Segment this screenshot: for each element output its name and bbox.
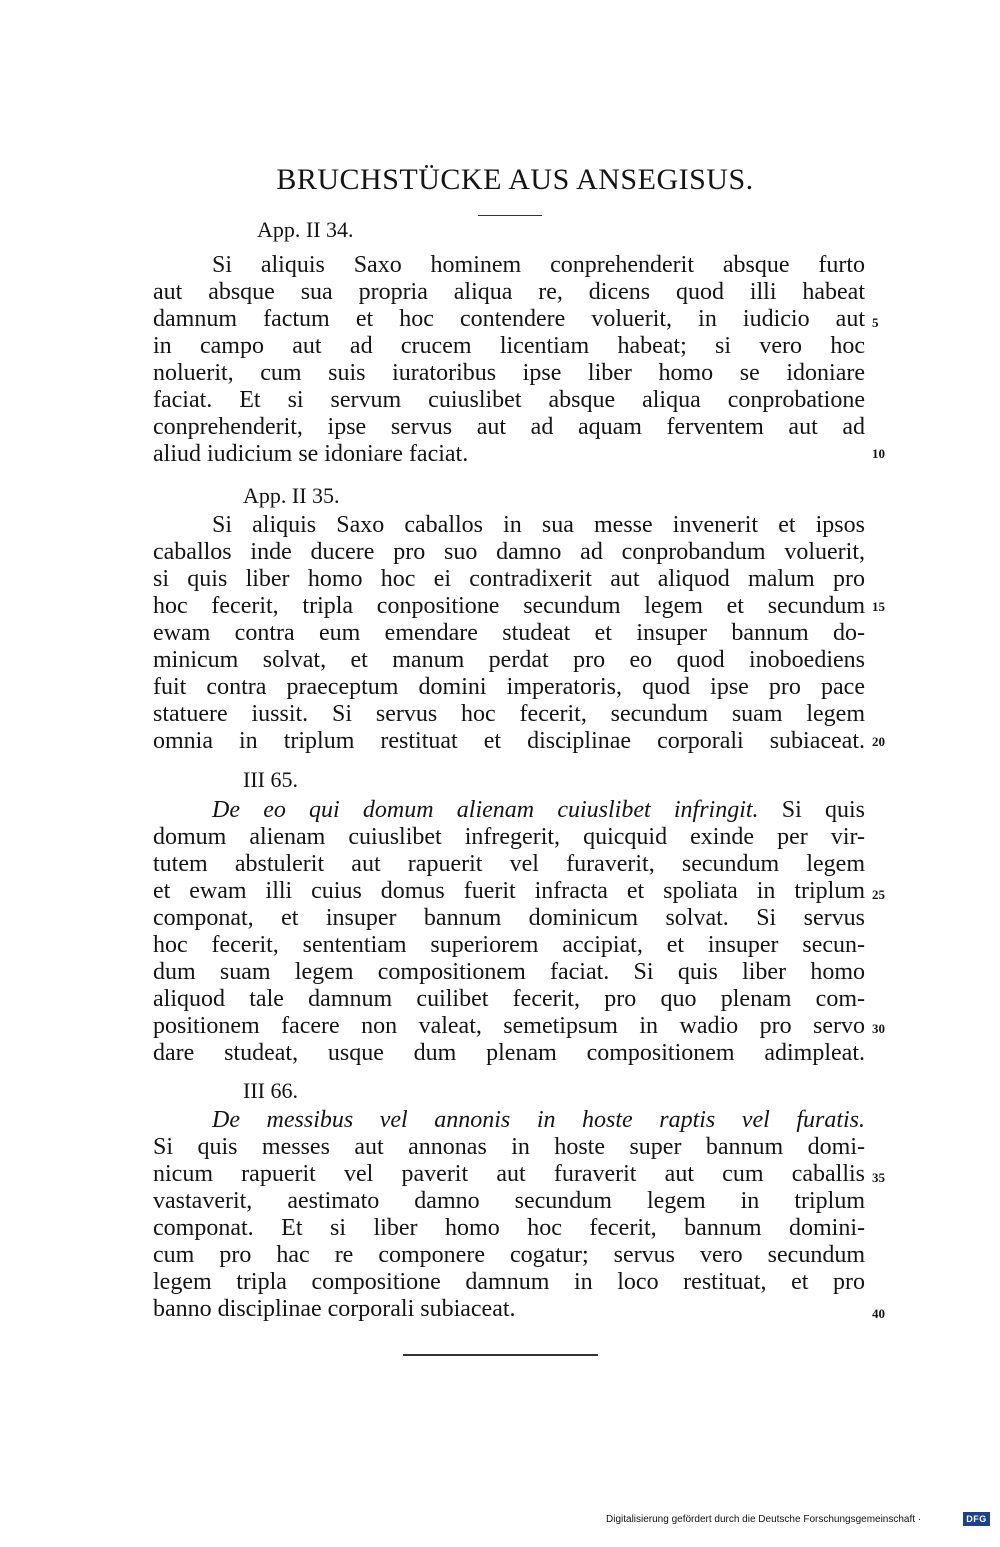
text-line: legem tripla compositione damnum in loco restituat, et pro xyxy=(153,1269,865,1295)
end-rule xyxy=(403,1354,598,1356)
text-line: componat. Et si liber homo hoc fecerit, bannum domini- xyxy=(153,1215,865,1241)
text-line: si quis liber homo hoc ei contradixerit aut aliquod malum pro xyxy=(153,566,865,592)
text-line: minicum solvat, et manum perdat pro eo quod inoboediens xyxy=(153,647,865,673)
text-line: aliud iudicium se idoniare faciat. xyxy=(153,441,469,467)
margin-line-number: 40 xyxy=(872,1306,885,1321)
text-line: et ewam illi cuius domus fuerit infracta et spoliata in triplum xyxy=(153,878,865,904)
rubric-continuation: Si quis xyxy=(781,797,865,823)
text-line: faciat. Et si servum cuiuslibet absque aliqua conprobatione xyxy=(153,387,865,413)
text-line: tutem abstulerit aut rapuerit vel furaverit, secundum legem xyxy=(153,851,865,877)
text-line: damnum factum et hoc contendere voluerit, in iudicio aut xyxy=(153,306,865,332)
margin-line-number: 25 xyxy=(872,887,885,902)
section-heading: III 65. xyxy=(243,767,298,792)
text-line: statuere iussit. Si servus hoc fecerit, secundum suam legem xyxy=(153,701,865,727)
text-line: dum suam legem compositionem faciat. Si quis liber homo xyxy=(153,959,865,985)
margin-line-number: 20 xyxy=(872,734,885,749)
digitization-credit: Digitalisierung gefördert durch die Deutsche Forschungsgemeinschaft · xyxy=(606,1514,922,1525)
rubric-line xyxy=(212,1107,865,1134)
section-heading: App. II 34. xyxy=(257,217,354,242)
rubric: De eo qui domum alienam cuiuslibet infringit. xyxy=(212,797,759,823)
section-heading: III 66. xyxy=(243,1078,298,1103)
page-title: BRUCHSTÜCKE AUS ANSEGISUS. xyxy=(276,163,754,196)
text-line: hoc fecerit, sententiam superiorem accipiat, et insuper secun- xyxy=(153,932,865,958)
margin-line-number: 15 xyxy=(872,599,885,614)
text-line: aliquod tale damnum cuilibet fecerit, pro quo plenam com- xyxy=(153,986,865,1012)
text-line: dare studeat, usque dum plenam compositionem adimpleat. xyxy=(153,1040,865,1066)
text-line: Si aliquis Saxo caballos in sua messe invenerit et ipsos xyxy=(212,512,865,538)
text-line: omnia in triplum restituat et disciplinae corporali subiaceat. xyxy=(153,728,865,754)
text-line: componat, et insuper bannum dominicum solvat. Si servus xyxy=(153,905,865,931)
text-line: hoc fecerit, tripla conpositione secundum legem et secundum xyxy=(153,593,865,619)
text-line: vastaverit, aestimato damno secundum legem in triplum xyxy=(153,1188,865,1214)
text-line: domum alienam cuiuslibet infregerit, quicquid exinde per vir- xyxy=(153,824,865,850)
text-line: noluerit, cum suis iuratoribus ipse liber homo se idoniare xyxy=(153,360,865,386)
text-line: aut absque sua propria aliqua re, dicens quod illi habeat xyxy=(153,279,865,305)
margin-line-number: 5 xyxy=(872,315,879,330)
dfg-logo: DFG xyxy=(963,1512,990,1526)
text-line: cum pro hac re componere cogatur; servus vero secundum xyxy=(153,1242,865,1268)
text-line: conprehenderit, ipse servus aut ad aquam ferventem aut ad xyxy=(153,414,865,440)
text-line: fuit contra praeceptum domini imperatoris, quod ipse pro pace xyxy=(153,674,865,700)
section-heading: App. II 35. xyxy=(243,483,340,508)
text-line: Si aliquis Saxo hominem conprehenderit absque furto xyxy=(212,252,865,278)
margin-line-number: 30 xyxy=(872,1021,885,1036)
margin-line-number: 35 xyxy=(872,1170,885,1185)
text-line: nicum rapuerit vel paverit aut furaverit aut cum caballis xyxy=(153,1161,865,1187)
rubric: De messibus vel annonis in hoste raptis vel furatis. xyxy=(212,1107,865,1133)
rubric-line xyxy=(212,797,865,824)
text-line: Si quis messes aut annonas in hoste super bannum domi- xyxy=(153,1134,865,1160)
text-line: positionem facere non valeat, semetipsum in wadio pro servo xyxy=(153,1013,865,1039)
text-line: ewam contra eum emendare studeat et insuper bannum do- xyxy=(153,620,865,646)
text-line: banno disciplinae corporali subiaceat. xyxy=(153,1296,516,1322)
text-line: caballos inde ducere pro suo damno ad conprobandum voluerit, xyxy=(153,539,865,565)
title-rule xyxy=(478,215,542,216)
text-line: in campo aut ad crucem licentiam habeat; si vero hoc xyxy=(153,333,865,359)
margin-line-number: 10 xyxy=(872,446,885,461)
